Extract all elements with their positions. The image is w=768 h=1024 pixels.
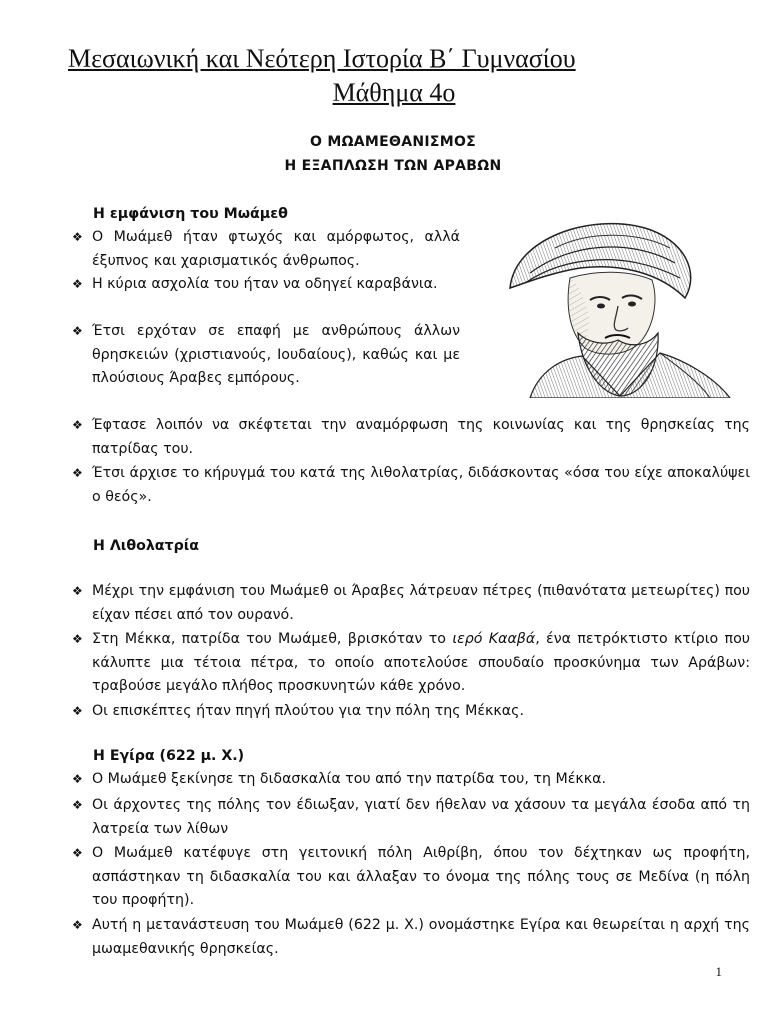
list-item-text: Η κύρια ασχολία του ήταν να οδηγεί καραβάνια. (92, 276, 438, 292)
list-item-text: Ο Μωάμεθ ήταν φτωχός και αμόρφωτος, αλλά έξυπνος και χαρισματικός άνθρωπος. (92, 229, 460, 269)
list-item (72, 914, 750, 961)
list-item (72, 794, 750, 841)
list-item-text: Οι άρχοντες της πόλης τον έδιωξαν, γιατί δεν ήθελαν να χάσουν τα μεγάλα έσοδα από τη λατρεία των λίθων (92, 797, 750, 837)
document-title: Μεσαιωνική και Νεότερη Ιστορία Β΄ Γυμνασίου (68, 44, 576, 73)
list-item-text: Μέχρι την εμφάνιση του Μωάμεθ οι Άραβες λάτρευαν πέτρες (πιθανότατα μετεωρίτες) που είχαν πέσει από τον ουρανό. (92, 583, 750, 623)
text-part: Στη Μέκκα, πατρίδα του Μωάμεθ, βρισκόταν το (92, 631, 453, 647)
list-item-text (92, 628, 750, 699)
list-item-text: Έφτασε λοιπόν να σκέφτεται την αναμόρφωση της κοινωνίας και της θρησκείας της πατρίδας του. (92, 417, 750, 457)
portrait-image (470, 218, 750, 398)
list-item (72, 580, 750, 627)
bullet-icon: ❖ (72, 918, 83, 932)
section-heading-hegira: Η Εγίρα (622 μ. Χ.) (93, 748, 245, 764)
bullet-icon: ❖ (72, 584, 83, 598)
list-item (72, 700, 750, 724)
list-item (72, 768, 750, 792)
list-item (72, 628, 750, 699)
text-part: , ένα πετρόκτιστο κτίριο που κάλυπτε μια τέτοια πέτρα, το οποίο αποτελούσε σπουδαίο προσκύνημα των Αράβων: τραβούσε μεγάλο πλήθος προσκυνητών κάθε χρόνο. (92, 631, 750, 694)
list-item-text: Οι επισκέπτες ήταν πηγή πλούτου για την πόλη της Μέκκας. (92, 703, 524, 719)
list-item (72, 320, 460, 391)
bullet-icon: ❖ (72, 418, 83, 432)
list-item (72, 226, 460, 273)
bullet-icon: ❖ (72, 772, 83, 786)
page-number: 1 (715, 964, 722, 979)
section-heading-appearance: Η εμφάνιση του Μωάμεθ (93, 206, 288, 222)
list-item (72, 273, 460, 297)
list-item (72, 842, 750, 913)
list-item-text: Ο Μωάμεθ κατέφυγε στη γειτονική πόλη Αιθρίβη, όπου τον δέχτηκαν ως προφήτη, ασπάστηκαν τη διδασκαλία του και άλλαξαν το όνομα της πόλης τους σε Μεδίνα (η πόλη του προφήτη). (92, 845, 750, 908)
bullet-icon: ❖ (72, 798, 83, 812)
bullet-icon: ❖ (72, 277, 83, 291)
bullet-icon: ❖ (72, 704, 83, 718)
list-item-text: Έτσι ερχόταν σε επαφή με ανθρώπους άλλων θρησκειών (χριστιανούς, Ιουδαίους), καθώς και με πλούσιους Άραβες εμπόρους. (92, 323, 460, 386)
list-item (72, 462, 750, 509)
list-item-text: Έτσι άρχισε το κήρυγμά του κατά της λιθολατρίας, διδάσκοντας «όσα του είχε αποκαλύψει ο θεός». (92, 465, 750, 505)
list-item (72, 414, 750, 461)
topic-title: Ο ΜΩΑΜΕΘΑΝΙΣΜΟΣ (309, 134, 477, 150)
list-item-text: Ο Μωάμεθ ξεκίνησε τη διδασκαλία του από την πατρίδα του, τη Μέκκα. (92, 771, 606, 787)
topic-subtitle: Η ΕΞΑΠΛΩΣΗ ΤΩΝ ΑΡΑΒΩΝ (284, 158, 502, 174)
emphasized-term: ιερό Κααβά (452, 631, 536, 647)
bullet-icon: ❖ (72, 324, 83, 338)
bullet-icon: ❖ (72, 632, 83, 646)
bullet-icon: ❖ (72, 230, 83, 244)
list-item-text: Αυτή η μετανάστευση του Μωάμεθ (622 μ. Χ.) ονομάστηκε Εγίρα και θεωρείται η αρχή της μωαμεθανικής θρησκείας. (92, 917, 750, 957)
bullet-icon: ❖ (72, 846, 83, 860)
section-heading-litholatry: Η Λιθολατρία (93, 538, 200, 554)
bullet-icon: ❖ (72, 466, 83, 480)
lesson-number: Μάθημα 4ο (332, 78, 456, 107)
